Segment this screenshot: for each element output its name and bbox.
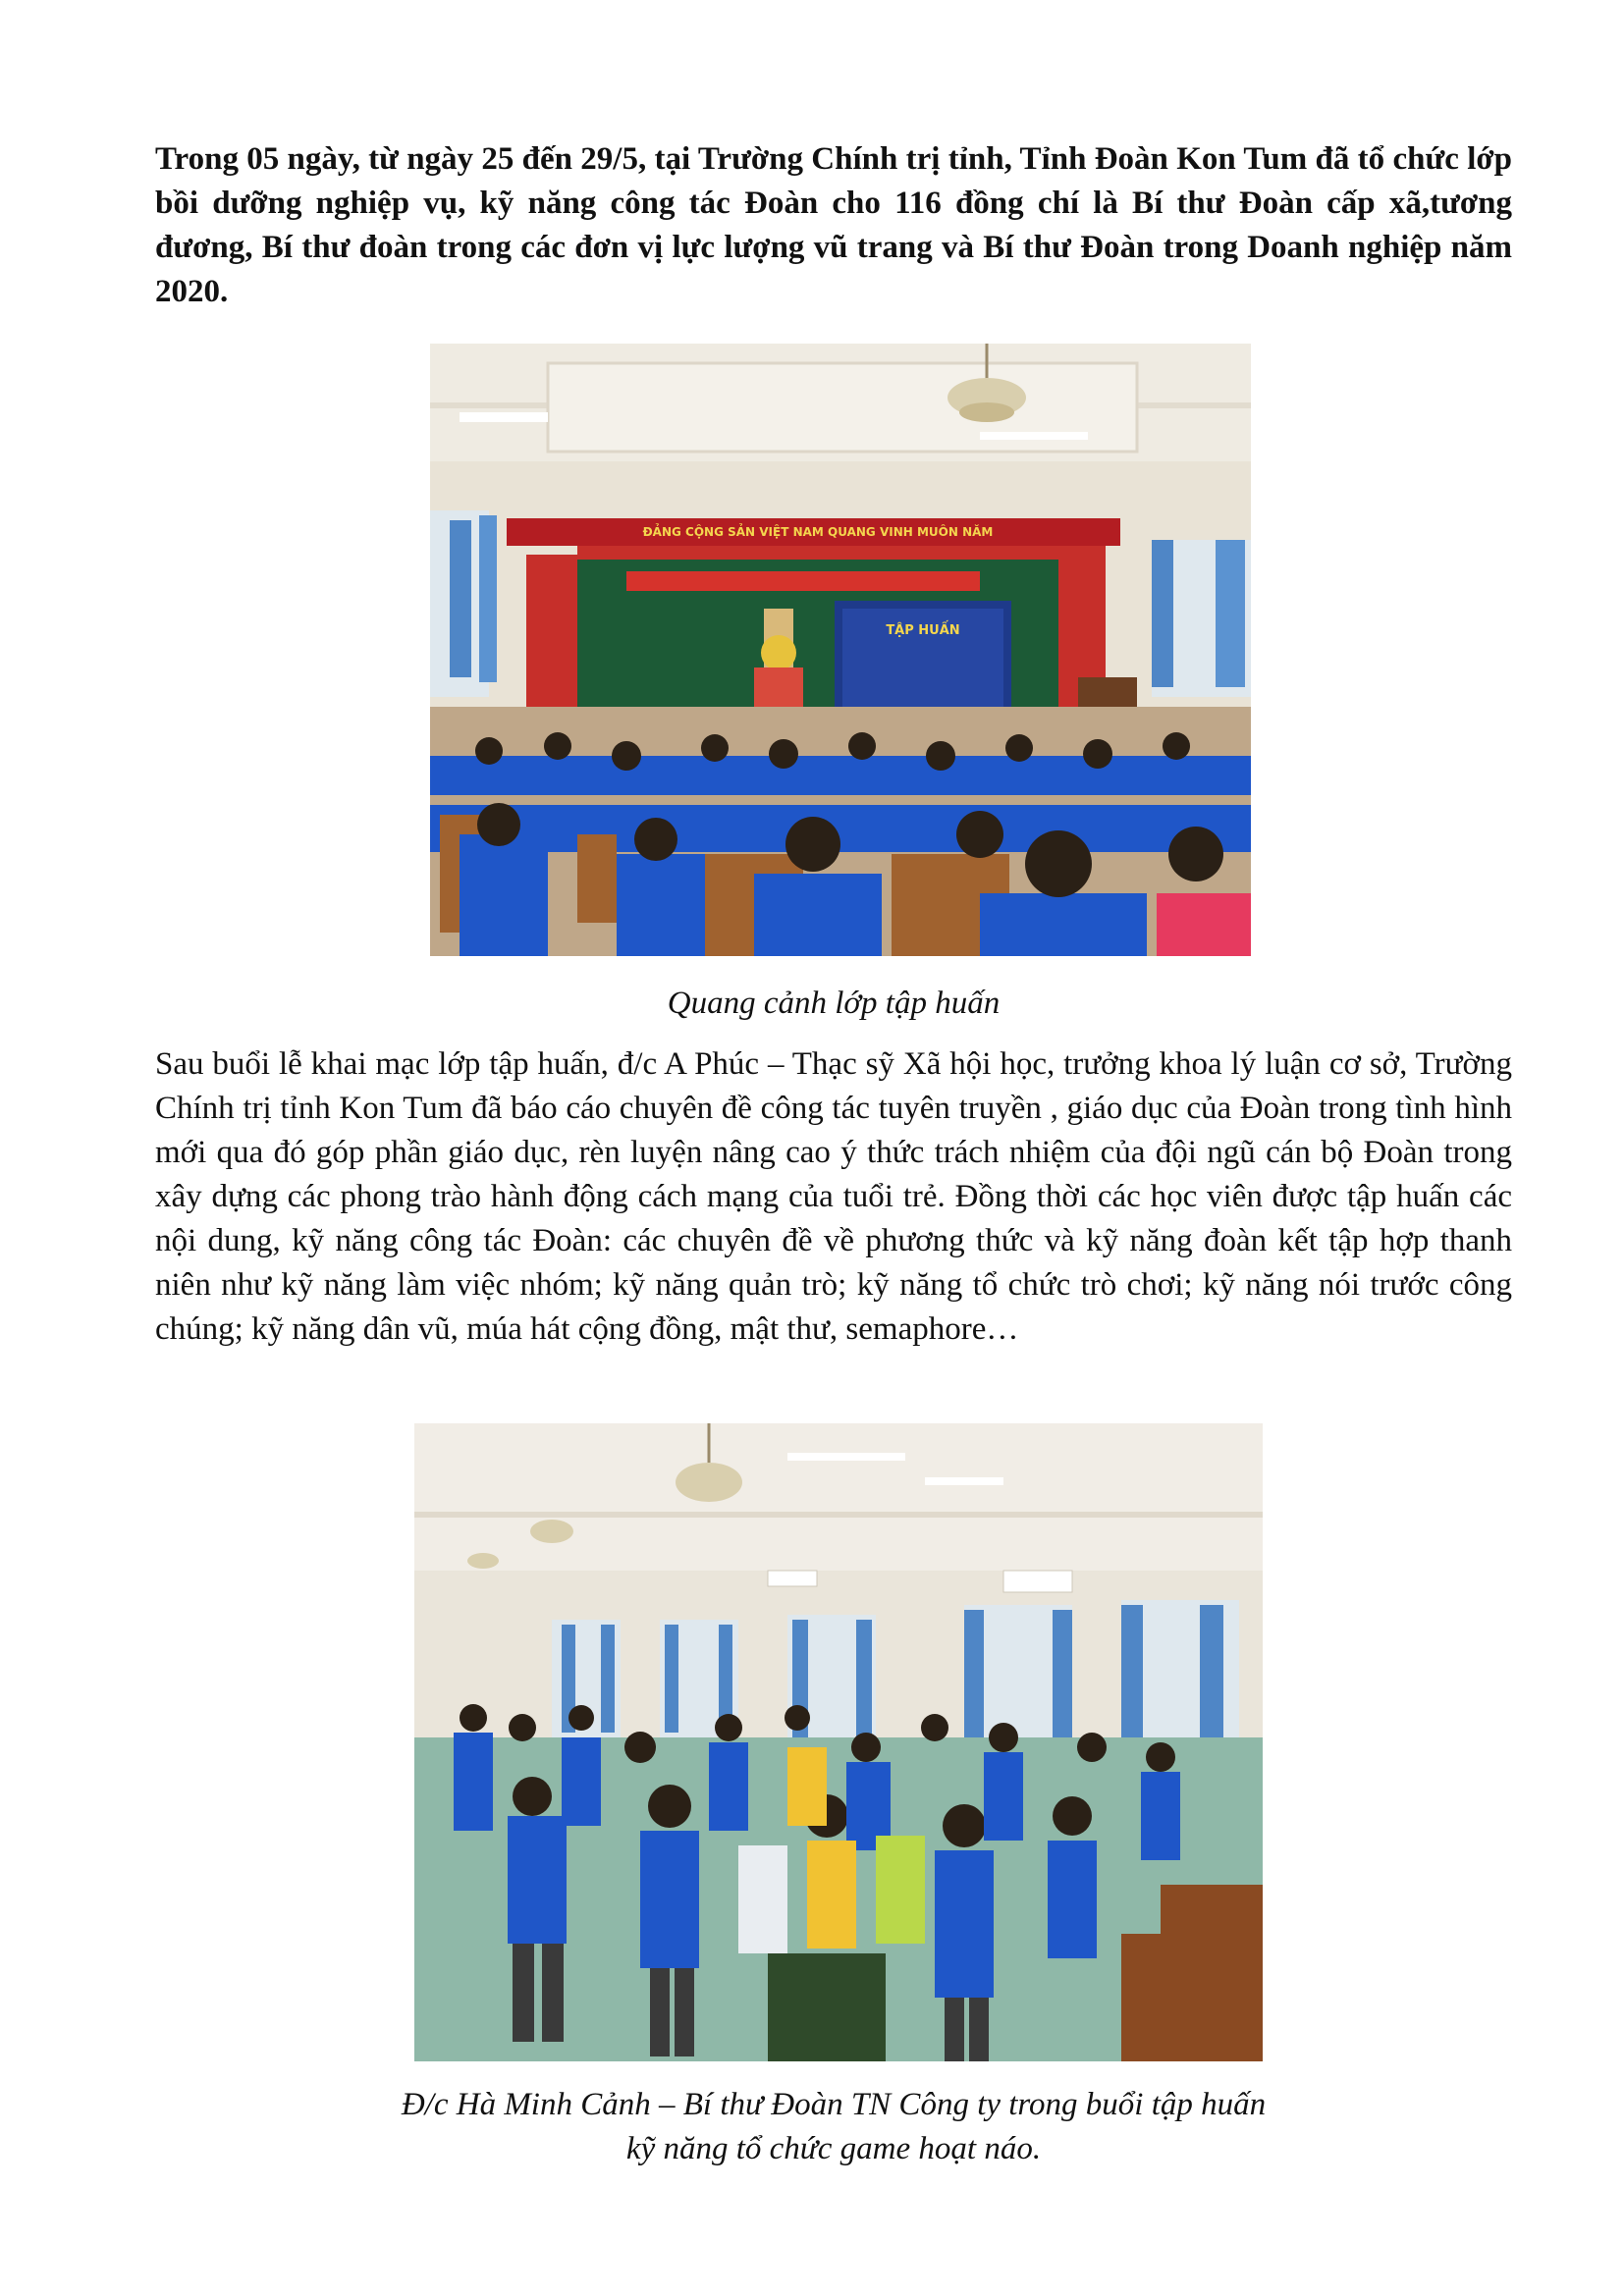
training-class-photo <box>430 344 1251 956</box>
screen-title-text: TẬP HUẤN <box>886 623 960 638</box>
stage-banner-text: ĐẢNG CỘNG SẢN VIỆT NAM QUANG VINH MUÔN NĂM <box>642 525 994 539</box>
intro-paragraph: Trong 05 ngày, từ ngày 25 đến 29/5, tại Trường Chính trị tỉnh, Tỉnh Đoàn Kon Tum đã tổ chức lớp bồi dưỡng nghiệp vụ, kỹ năng công tác Đoàn cho 116 đồng chí là Bí thư Đoàn cấp xã,tương đương, Bí thư đoàn trong các đơn vị lực lượng vũ trang và Bí thư Đoàn trong Doanh nghiệp năm 2020. <box>155 141 1512 309</box>
photo2-caption-line2: kỹ năng tổ chức game hoạt náo. <box>625 2131 1042 2166</box>
activity-scene <box>414 1423 1263 2061</box>
photo1-caption: Quang cảnh lớp tập huấn <box>667 986 1001 1021</box>
photo2-caption <box>155 2083 1512 2171</box>
game-activity-photo <box>414 1423 1263 2061</box>
photo2-caption-line1: Đ/c Hà Minh Cảnh – Bí thư Đoàn TN Công ty trong buổi tập huấn <box>401 2087 1267 2122</box>
classroom-scene <box>430 344 1251 956</box>
body-paragraph: Sau buổi lễ khai mạc lớp tập huấn, đ/c A Phúc – Thạc sỹ Xã hội học, trưởng khoa lý luận cơ sở, Trường Chính trị tỉnh Kon Tum đã báo cáo chuyên đề công tác tuyên truyền , giáo dục của Đoàn trong tình hình mới qua đó góp phần giáo dục, rèn luyện nâng cao ý thức trách nhiệm của đội ngũ cán bộ Đoàn trong xây dựng các phong trào hành động cách mạng của tuổi trẻ. Đồng thời các học viên được tập huấn các nội dung, kỹ năng công tác Đoàn: các chuyên đề về phương thức và kỹ năng đoàn kết tập hợp thanh niên như kỹ năng làm việc nhóm; kỹ năng quản trò; kỹ năng tổ chức trò chơi; kỹ năng nói trước công chúng; kỹ năng dân vũ, múa hát cộng đồng, mật thư, semaphore… <box>155 1046 1512 1347</box>
